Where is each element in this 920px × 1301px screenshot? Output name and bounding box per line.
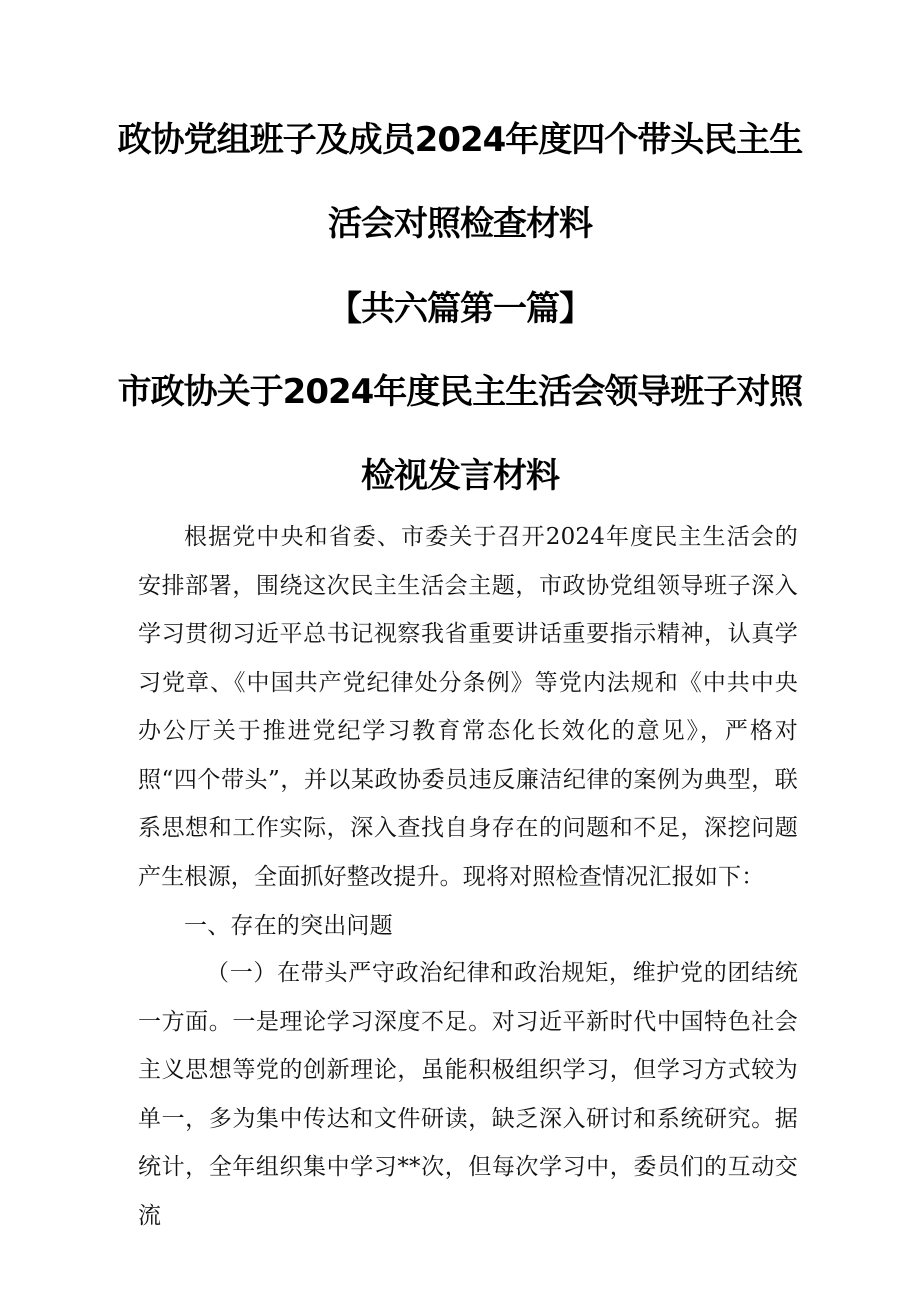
- document-subtitle-series: 【共六篇第一篇】: [328, 289, 592, 329]
- section-title-line-1: 市政协关于2024年度民主生活会领导班子对照: [117, 372, 803, 412]
- section-title-line-2: 检视发言材料: [361, 456, 559, 496]
- document-title-line-1: 政协党组班子及成员2024年度四个带头民主生: [117, 120, 803, 160]
- document-title-line-2: 活会对照检查材料: [328, 204, 592, 244]
- section-item-paragraph: （一）在带头严守政治纪律和政治规矩，维护党的团结统一方面。一是理论学习深度不足。对习近平新时代中国特色社会主义思想等党的创新理论，虽能积极组织学习，但学习方式较为单一，多为集中传达和文件研读，缺乏深入研讨和系统研究。据统计，全年组织集中学习**次，但每次学习中，委员们的互动交流: [138, 960, 798, 1229]
- section-heading: 一、存在的突出问题: [184, 913, 393, 939]
- intro-paragraph: 根据党中央和省委、市委关于召开2024年度民主生活会的安排部署，围绕这次民主生活会主题，市政协党组领导班子深入学习贯彻习近平总书记视察我省重要讲话重要指示精神，认真学习党章、《中国共产党纪律处分条例》等党内法规和《中共中央办公厅关于推进党纪学习教育常态化长效化的意见》，严格对照“四个带头”，并以某政协委员违反廉洁纪律的案例为典型，联系思想和工作实际，深入查找自身存在的问题和不足，深挖问题产生根源，全面抓好整改提升。现将对照检查情况汇报如下：: [138, 524, 798, 890]
